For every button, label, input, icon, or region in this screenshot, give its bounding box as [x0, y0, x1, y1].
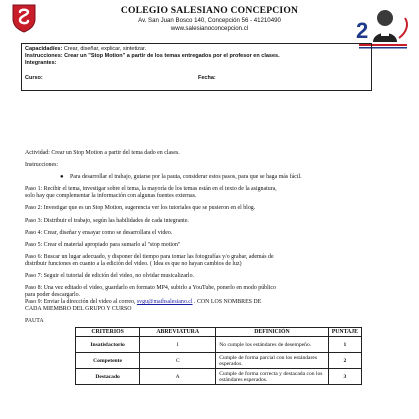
school-website: www.salesianoconcepcion.cl: [170, 25, 249, 32]
capacidades-value: Crear, diseñar, explicar, sintetizar.: [62, 46, 147, 52]
criterio-cell: Competente: [76, 353, 140, 369]
school-address: Av. San Juan Bosco 140, Concepción 56 - 41210490: [138, 17, 281, 24]
bullet-text: Para desarrollar el trabajo, guiarse por la pauta, considerar estos pasos, para que se haga más fácil.: [70, 174, 302, 180]
definicion-cell: No cumple los estándares de desempeño.: [216, 337, 328, 353]
paso-9-text: Paso 9: Enviar la dirección del video al correo,: [25, 299, 137, 305]
header-abreviatura: ABREVIATURA: [140, 328, 216, 337]
criterio-cell: Destacado: [76, 369, 140, 385]
instrucciones-heading: Instrucciones:: [25, 162, 59, 168]
criterio-cell: Insatisfactorio: [76, 337, 140, 353]
rubric-table: [75, 327, 362, 385]
capacidades-label: Capacidad/es:: [25, 46, 63, 52]
integrantes-label: Integrantes:: [25, 60, 57, 66]
bullet-icon: ●: [60, 174, 64, 180]
school-title: COLEGIO SALESIANO CONCEPCION: [120, 5, 299, 16]
svg-text:2: 2: [356, 18, 369, 43]
paso-7: Paso 7: Seguir el tutorial de edición del video, no olvidar musicalizarlo.: [25, 273, 194, 279]
header-definicion: DEFINICIÓN: [216, 328, 328, 337]
paso-8-line-2: para poder descargarlo.: [25, 292, 81, 298]
header-puntaje: PUNTAJE: [328, 328, 361, 337]
table-header-row: [76, 328, 362, 337]
paso-9-line-2: CADA MIEMBRO DEL GRUPO Y CURSO: [25, 306, 132, 312]
paso-5: Paso 5: Crear el material apropiado para sumarlo al "stop motion": [25, 242, 181, 248]
email-link[interactable]: svgu@maihsalesiano.cl: [136, 299, 193, 305]
curso-label: Curso:: [25, 75, 43, 81]
table-row: [76, 353, 362, 369]
pauta-heading: PAUTA: [25, 318, 44, 324]
paso-3: Paso 3: Distribuir el trabajo, según las habilidades de cada integrante.: [25, 218, 189, 224]
definicion-cell: Cumple de forma correcta y destacada con los estándares esperados.: [216, 369, 328, 385]
paso-4: Paso 4: Crear, diseñar y ensayar como se desarrollara el video.: [25, 230, 173, 236]
paso-2: Paso 2: Investigar que es un Stop Motion, sugerencia ver los tutoriales que se pusieron en el blog.: [25, 205, 256, 211]
abreviatura-cell: I: [140, 337, 216, 353]
paso-9-text-end: . CON LOS NOMBRES DE: [192, 299, 262, 305]
abreviatura-cell: A: [140, 369, 216, 385]
fecha-label: Fecha:: [198, 75, 216, 81]
definicion-cell: Cumple de forma parcial con los estándares esperados.: [216, 353, 328, 369]
instructions-label: Instrucciones: Crear un "Stop Motion" a partir de los temas entregados por el profesor en clases.: [25, 53, 280, 59]
activity-info-box: [21, 43, 372, 91]
paso-8-line-1: Paso 8: Una vez editado el video, guardarlo en formato MP4, subirlo a YouTube, ponerlo en modo público: [25, 285, 276, 291]
puntaje-cell: 2: [328, 353, 361, 369]
actividad-line: Actividad: Crear un Stop Motion a partir del tema dado en clases.: [25, 150, 180, 156]
abreviatura-cell: C: [140, 353, 216, 369]
paso-1-line-2: solo hay que complementar la información con algunas fuentes externas.: [25, 193, 197, 199]
puntaje-cell: 1: [328, 337, 361, 353]
paso-6-line-2: distribuir funciones en cuanto a la edición del video. ( Idea es que no hayan cambios de luz): [25, 261, 242, 267]
puntaje-cell: 3: [328, 369, 361, 385]
paso-6-line-1: Paso 6: Buscar un lugar adecuado, y disponer del tiempo para tomar las fotografías y/o grabar, además de: [25, 254, 274, 260]
table-row: [76, 337, 362, 353]
header-criterios: CRITERIOS: [76, 328, 140, 337]
paso-1-line-1: Paso 1: Recibir el tema, investigar sobre el tema, la mayoría de los temas están en el texto de la asignatura,: [25, 186, 277, 192]
table-row: [76, 369, 362, 385]
